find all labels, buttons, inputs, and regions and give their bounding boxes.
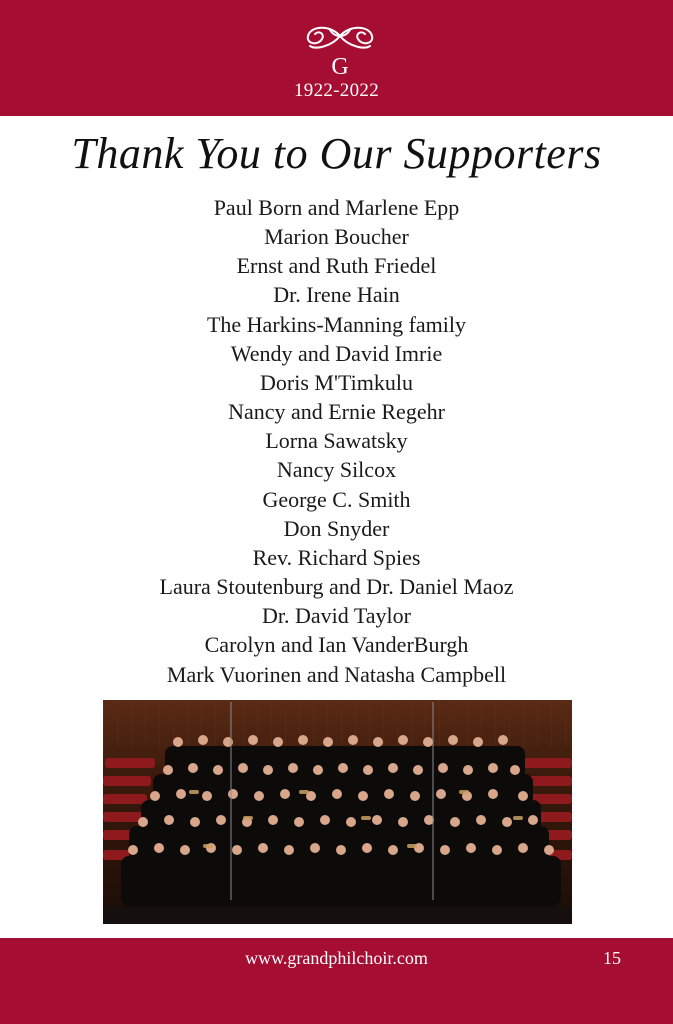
page-number: 15 <box>603 948 621 968</box>
supporter-name: Lorna Sawatsky <box>265 428 408 454</box>
supporter-name: Rev. Richard Spies <box>252 544 421 570</box>
supporters-list <box>0 193 673 689</box>
supporter-name: Wendy and David Imrie <box>230 340 443 366</box>
supporter-name: Mark Vuorinen and Natasha Campbell <box>166 661 507 687</box>
supporter-name: Laura Stoutenburg and Dr. Daniel Maoz <box>159 574 514 600</box>
supporter-name: The Harkins-Manning family <box>206 311 467 337</box>
supporter-name: Don Snyder <box>283 515 390 541</box>
supporter-name: George C. Smith <box>262 486 411 512</box>
page-title: Thank You to Our Supporters <box>71 129 602 178</box>
choir-photo <box>103 700 572 924</box>
logo-letter: G <box>331 54 349 78</box>
choir-logo <box>300 22 380 78</box>
supporter-name: Nancy and Ernie Regehr <box>228 399 445 425</box>
supporter-name: Ernst and Ruth Friedel <box>236 253 437 279</box>
supporter-name: Marion Boucher <box>264 224 409 250</box>
website-url: www.grandphilchoir.com <box>245 948 428 968</box>
supporter-name: Carolyn and Ian VanderBurgh <box>204 632 469 658</box>
supporter-name: Dr. David Taylor <box>262 603 411 629</box>
supporter-name: Paul Born and Marlene Epp <box>213 195 460 220</box>
supporter-name: Dr. Irene Hain <box>273 282 400 308</box>
supporter-name: Doris M'Timkulu <box>260 369 413 395</box>
anniversary-years: 1922-2022 <box>293 80 380 101</box>
supporter-name: Nancy Silcox <box>276 457 397 483</box>
